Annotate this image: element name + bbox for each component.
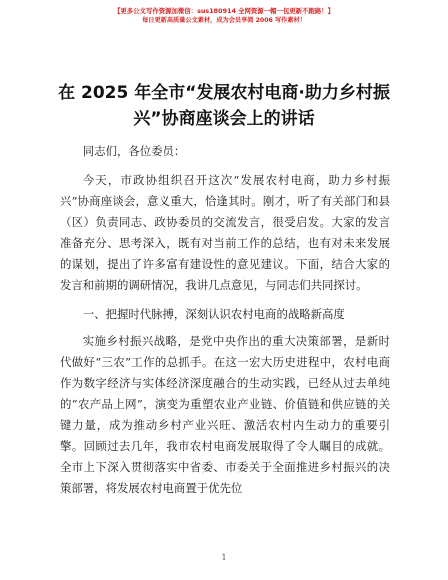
- page-number: 1: [221, 553, 227, 562]
- promo-banner-line1: 【更多公文写作资源加微信：sus180914 全网资源一帽一包更新不跑路！】: [114, 7, 334, 15]
- salutation: 同志们，各位委员：: [82, 144, 186, 158]
- document-title: 在 2025 年全市“发展农村电商·助力乡村振兴”协商座谈会上的讲话: [58, 83, 390, 129]
- document-body: [60, 141, 390, 499]
- section-heading: 一、把握时代脉搏，深刻认识农村电商的战略新高度: [82, 307, 345, 321]
- section-paragraph: 实施乡村振兴战略，是党中央作出的重大决策部署，是新时代做好“三农”工作的总抓手。在这一宏大历史进程中，农村电商作为数字经济与实体经济深度融合的生动实践，已经从过去单纯的“农产品上网”，演变为重塑农业产业链、价值链和供应链的关键力量，成为推动乡村产业兴旺、激活农村内生动力的重要引擎。回顾过去几年，我市农村电商发展取得了令人瞩目的成就。全市上下深入贯彻落实中省委、市委关于全面推进乡村振兴的决策部署，将发展农村电商置于优先位: [60, 334, 390, 495]
- intro-paragraph: 今天，市政协组织召开这次“发展农村电商，助力乡村振兴”协商座谈会，意义重大，恰逢其时。刚才，听了有关部门和县（区）负责同志、政协委员的交流发言，很受启发。大家的发言准备充分、思考深入，既有对当前工作的总结，也有对未来发展的谋划，提出了许多富有建设性的意见建议。下面，结合大家的发言和前期的调研情况，我讲几点意见，与同志们共同探讨。: [60, 173, 390, 292]
- promo-banner-line2: 每日更新高质量公文素材，成为会员享阅 2006 写作素材！: [142, 17, 306, 24]
- promo-banner: [0, 6, 448, 26]
